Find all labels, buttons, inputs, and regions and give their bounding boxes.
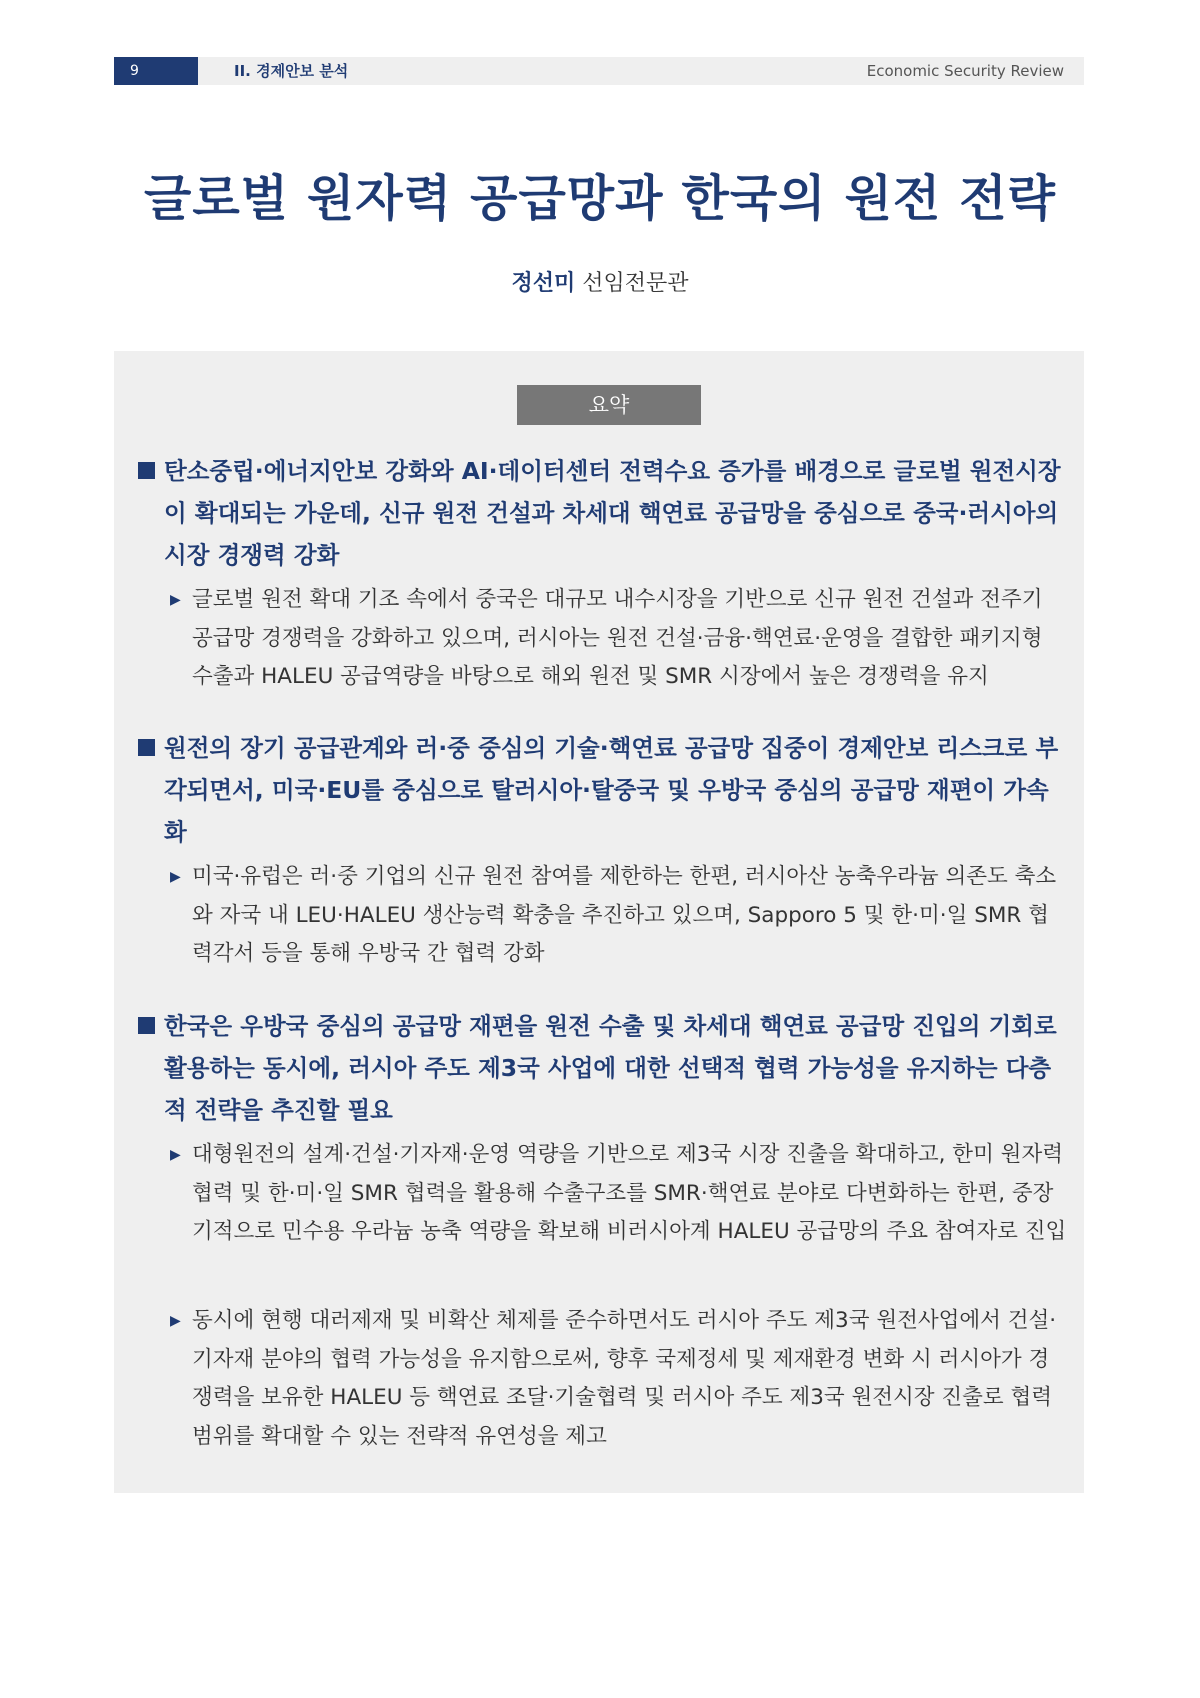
summary-subpoint-2-1 xyxy=(170,858,1068,974)
author-position: 선임전문관 xyxy=(582,271,689,296)
summary-label: 요약 xyxy=(517,385,701,425)
summary-subpoint-text: 대형원전의 설계·건설·기자재·운영 역량을 기반으로 제3국 시장 진출을 확대하고, 한미 원자력협력 및 한·미·일 SMR 협력을 활용해 수출구조를 SMR·핵연료 분야로 다변화하는 한편, 중장기적으로 민수용 우라늄 농축 역량을 확보해 비러시아계 HALEU 공급망의 주요 참여자로 진입 xyxy=(192,1142,1067,1244)
square-bullet-icon xyxy=(138,739,155,756)
summary-point-2 xyxy=(138,727,1068,853)
summary-subpoint-text: 동시에 현행 대러제재 및 비확산 체제를 준수하면서도 러시아 주도 제3국 원전사업에서 건설·기자재 분야의 협력 가능성을 유지함으로써, 향후 국제정세 및 제재환경 변화 시 러시아가 경쟁력을 보유한 HALEU 등 핵연료 조달·기술협력 및 러시아 주도 제3국 원전시장 진출로 협력 범위를 확대할 수 있는 전략적 유연성을 제고 xyxy=(192,1308,1057,1449)
author-line xyxy=(0,266,1200,297)
summary-subpoint-text: 미국·유럽은 러·중 기업의 신규 원전 참여를 제한하는 한편, 러시아산 농축우라늄 의존도 축소와 자국 내 LEU·HALEU 생산능력 확충을 추진하고 있으며, Sapporo 5 및 한·미·일 SMR 협력각서 등을 통해 우방국 간 협력 강화 xyxy=(192,864,1057,966)
summary-subpoint-text: 글로벌 원전 확대 기조 속에서 중국은 대규모 내수시장을 기반으로 신규 원전 건설과 전주기 공급망 경쟁력을 강화하고 있으며, 러시아는 원전 건설·금융·핵연료·운영을 결합한 패키지형 수출과 HALEU 공급역량을 바탕으로 해외 원전 및 SMR 시장에서 높은 경쟁력을 유지 xyxy=(192,587,1043,689)
summary-box xyxy=(114,351,1084,1493)
page-header xyxy=(114,57,1084,85)
page-number: 9 xyxy=(114,57,198,85)
summary-point-text: 탄소중립·에너지안보 강화와 AI·데이터센터 전력수요 증가를 배경으로 글로벌 원전시장이 확대되는 가운데, 신규 원전 건설과 차세대 핵연료 공급망을 중심으로 중국·러시아의 시장 경쟁력 강화 xyxy=(164,457,1061,569)
summary-point-3 xyxy=(138,1005,1068,1131)
journal-name: Economic Security Review xyxy=(866,62,1064,80)
summary-subpoint-3-1 xyxy=(170,1136,1068,1252)
summary-subpoint-3-2 xyxy=(170,1302,1068,1456)
page-title: 글로벌 원자력 공급망과 한국의 원전 전략 xyxy=(144,170,1056,227)
summary-subpoint-1-1 xyxy=(170,581,1068,697)
triangle-bullet-icon: ▶ xyxy=(170,869,181,885)
author-name: 정선미 xyxy=(511,271,576,296)
summary-point-1 xyxy=(138,450,1068,576)
triangle-bullet-icon: ▶ xyxy=(170,1147,181,1163)
triangle-bullet-icon: ▶ xyxy=(170,1313,181,1329)
summary-point-text: 원전의 장기 공급관계와 러·중 중심의 기술·핵연료 공급망 집중이 경제안보 리스크로 부각되면서, 미국·EU를 중심으로 탈러시아·탈중국 및 우방국 중심의 공급망 재편이 가속화 xyxy=(164,734,1059,846)
square-bullet-icon xyxy=(138,462,155,479)
triangle-bullet-icon: ▶ xyxy=(170,592,181,608)
section-label: II. 경제안보 분석 xyxy=(234,62,349,80)
summary-point-text: 한국은 우방국 중심의 공급망 재편을 원전 수출 및 차세대 핵연료 공급망 진입의 기회로 활용하는 동시에, 러시아 주도 제3국 사업에 대한 선택적 협력 가능성을 유지하는 다층적 전략을 추진할 필요 xyxy=(164,1012,1057,1124)
square-bullet-icon xyxy=(138,1017,155,1034)
